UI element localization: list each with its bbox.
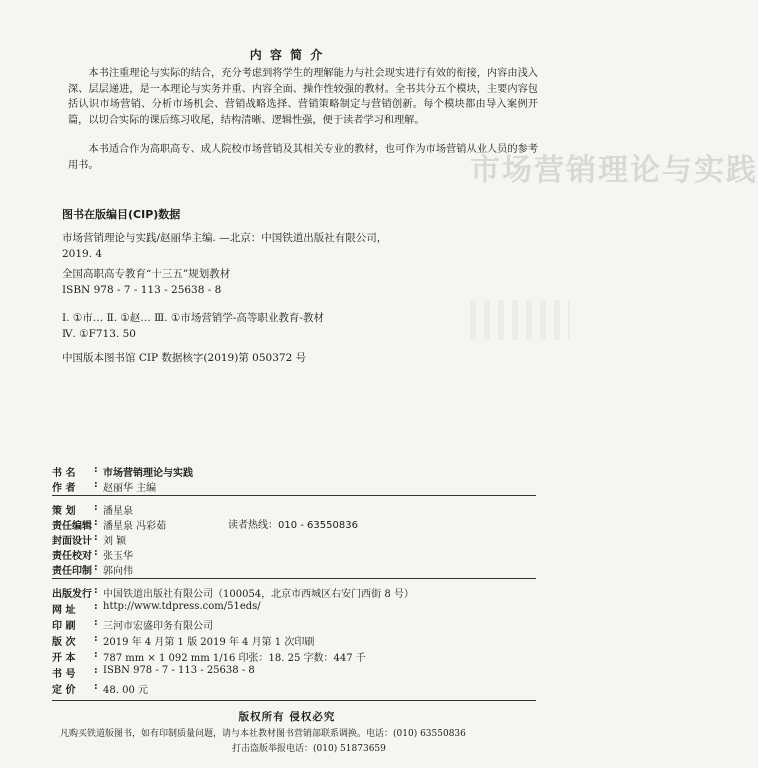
cip-title-line: 市场营销理论与实践/赵丽华主编. —北京：中国铁道出版社有限公司， [62,232,388,244]
print-manager-value: 郭向伟 [103,566,133,577]
publisher-label: 出版发行 [52,589,92,600]
editor-label: 责任编辑 [52,521,92,532]
printer-value: 三河市宏盛印务有限公司 [103,621,213,632]
book-title-label: 书 名 [52,468,76,479]
cip-subject-line: Ⅰ. ①市… Ⅱ. ①赵… Ⅲ. ①市场营销学-高等职业教育-教材 [62,312,324,324]
edition-label: 版 次 [52,637,76,648]
isbn-value: ISBN 978 - 7 - 113 - 25638 - 8 [103,665,255,676]
quality-notice: 凡购买铁道版图书，如有印制质量问题，请与本社教材图书营销部联系调换。电话：(010) 63550836 [60,729,466,739]
print-manager-label: 责任印制 [52,566,92,577]
price-value: 48. 00 元 [103,685,148,696]
cip-date-line: 2019. 4 [62,248,103,260]
divider-1 [52,495,536,496]
summary-paragraph-2: 本书适合作为高职高专、成人院校市场营销及其相关专业的教材，也可作为市场营销从业人员的参考用书。 [68,144,538,171]
cip-record-line: 中国版本图书馆 CIP 数据核字(2019)第 050372 号 [62,352,307,364]
cip-isbn-line: ISBN 978 - 7 - 113 - 25638 - 8 [62,284,222,296]
piracy-hotline: 打击盗版举报电话：(010) 51873659 [232,744,386,754]
reader-hotline: 读者热线：010 - 63550836 [228,520,358,531]
author-value: 赵丽华 主编 [103,483,157,494]
book-title-value: 市场营销理论与实践 [103,468,193,479]
editor-value: 潘星泉 冯彩茹 [103,521,167,532]
isbn-label: 书 号 [52,669,76,680]
cover-design-label: 封面设计 [52,536,92,547]
copyright-notice: 版权所有 侵权必究 [238,711,336,723]
format-value: 787 mm × 1 092 mm 1/16 印张：18. 25 字数：447 千 [103,653,366,664]
printer-label: 印 刷 [52,621,76,632]
cip-class-line: Ⅳ. ①F713. 50 [62,328,136,340]
author-label: 作 者 [52,483,76,494]
edition-value: 2019 年 4 月第 1 版 2019 年 4 月第 1 次印刷 [103,637,315,648]
format-label: 开 本 [52,653,76,664]
website-label: 网 址 [52,605,76,616]
planning-value: 潘星泉 [103,506,133,517]
website-value: http://www.tdpress.com/51eds/ [103,601,261,612]
divider-3 [52,700,536,701]
publisher-value: 中国铁道出版社有限公司（100054，北京市西城区右安门西街 8 号） [103,589,414,600]
cip-heading: 图书在版编目(CIP)数据 [62,208,181,221]
price-label: 定 价 [52,685,76,696]
summary-title: 内 容 简 介 [249,48,325,62]
proof-value: 张玉华 [103,551,133,562]
copyright-page: 市场营销理论与实践 内 容 简 介 本书注重理论与实际的结合，充分考虑到将学生的理解能力与社会现实进行有效的衔接，内容由浅入深、层层递进，是一本理论与实务并重、内容全面、操作性较强的教材。全书共分五个模块，主要内容包括认识市场营销、分析市场机会、营销战略选择、营销策略制定与营销创新。每个模块都由导入案例开篇，以切合实际的课后练习收尾，结构清晰、逻辑性强，便于读者学习和理解。 本书适合作为高职高专、成人院校市场营销及其相关专业的教材，也可作为市场营销从业人员的参考用书。 图书在版编目(CIP)数据 市场营销理论与实践/赵丽华主编. —北京：中国铁道出版社有限公司， 2019. 4 全国高职高专教育“十三五”规划教材 ISBN 978 - 7 - 113 - 25638 - 8 Ⅰ. ①市… Ⅱ. ①赵… Ⅲ. ①市场营销学-高等职业教育-教材 Ⅳ. ①F713. 50 中国版本图书馆 CIP 数据核字(2019)第 050372 号 书 名 : 市场营销理论与实践 作 者 : 赵丽华 主编 策 划 : 潘星泉 读者热线：010 - 63550836 责任编辑 : 潘星泉 冯彩茹 封面设计 : 刘 颖 责任校对 : 张玉华 责任印制 : 郭向伟 出版发行 : 中国铁道出版社有限公司（100054，北京市西城区右安门西街 8 号） 网 址 : http://www.tdpress.com/51eds/ 印 刷 : 三河市宏盛印务有限公司 版 次 : 2019 年 4 月第 1 版 2019 年 4 月第 1 次印刷 开 本 : 787 mm × 1 092 mm 1/16 印张：18. 25 字数：447 千 书 号 : ISBN 978 - 7 - 113 - 25638 - 8 定 价 : 48. 00 元 版权所有 侵权必究 凡购买铁道版图书，如有印制质量问题，请与本社教材图书营销部联系调换。电话：(010) 63550836 打击盗版举报电话：(010) 51873659 [0,0,574,768]
planning-label: 策 划 [52,506,76,517]
summary-paragraph-1: 本书注重理论与实际的结合，充分考虑到将学生的理解能力与社会现实进行有效的衔接，内容由浅入深、层层递进，是一本理论与实务并重、内容全面、操作性较强的教材。全书共分五个模块，主要内容包括认识市场营销、分析市场机会、营销战略选择、营销策略制定与营销创新。每个模块都由导入案例开篇，以切合实际的课后练习收尾，结构清晰、逻辑性强，便于读者学习和理解。 [68,68,538,126]
bleed-through-marks [470,300,570,340]
bleed-through-text: 市场营销理论与实践 [470,153,758,188]
cip-series-line: 全国高职高专教育“十三五”规划教材 [62,268,231,280]
proof-label: 责任校对 [52,551,92,562]
divider-2 [52,578,536,579]
cover-design-value: 刘 颖 [103,536,127,547]
